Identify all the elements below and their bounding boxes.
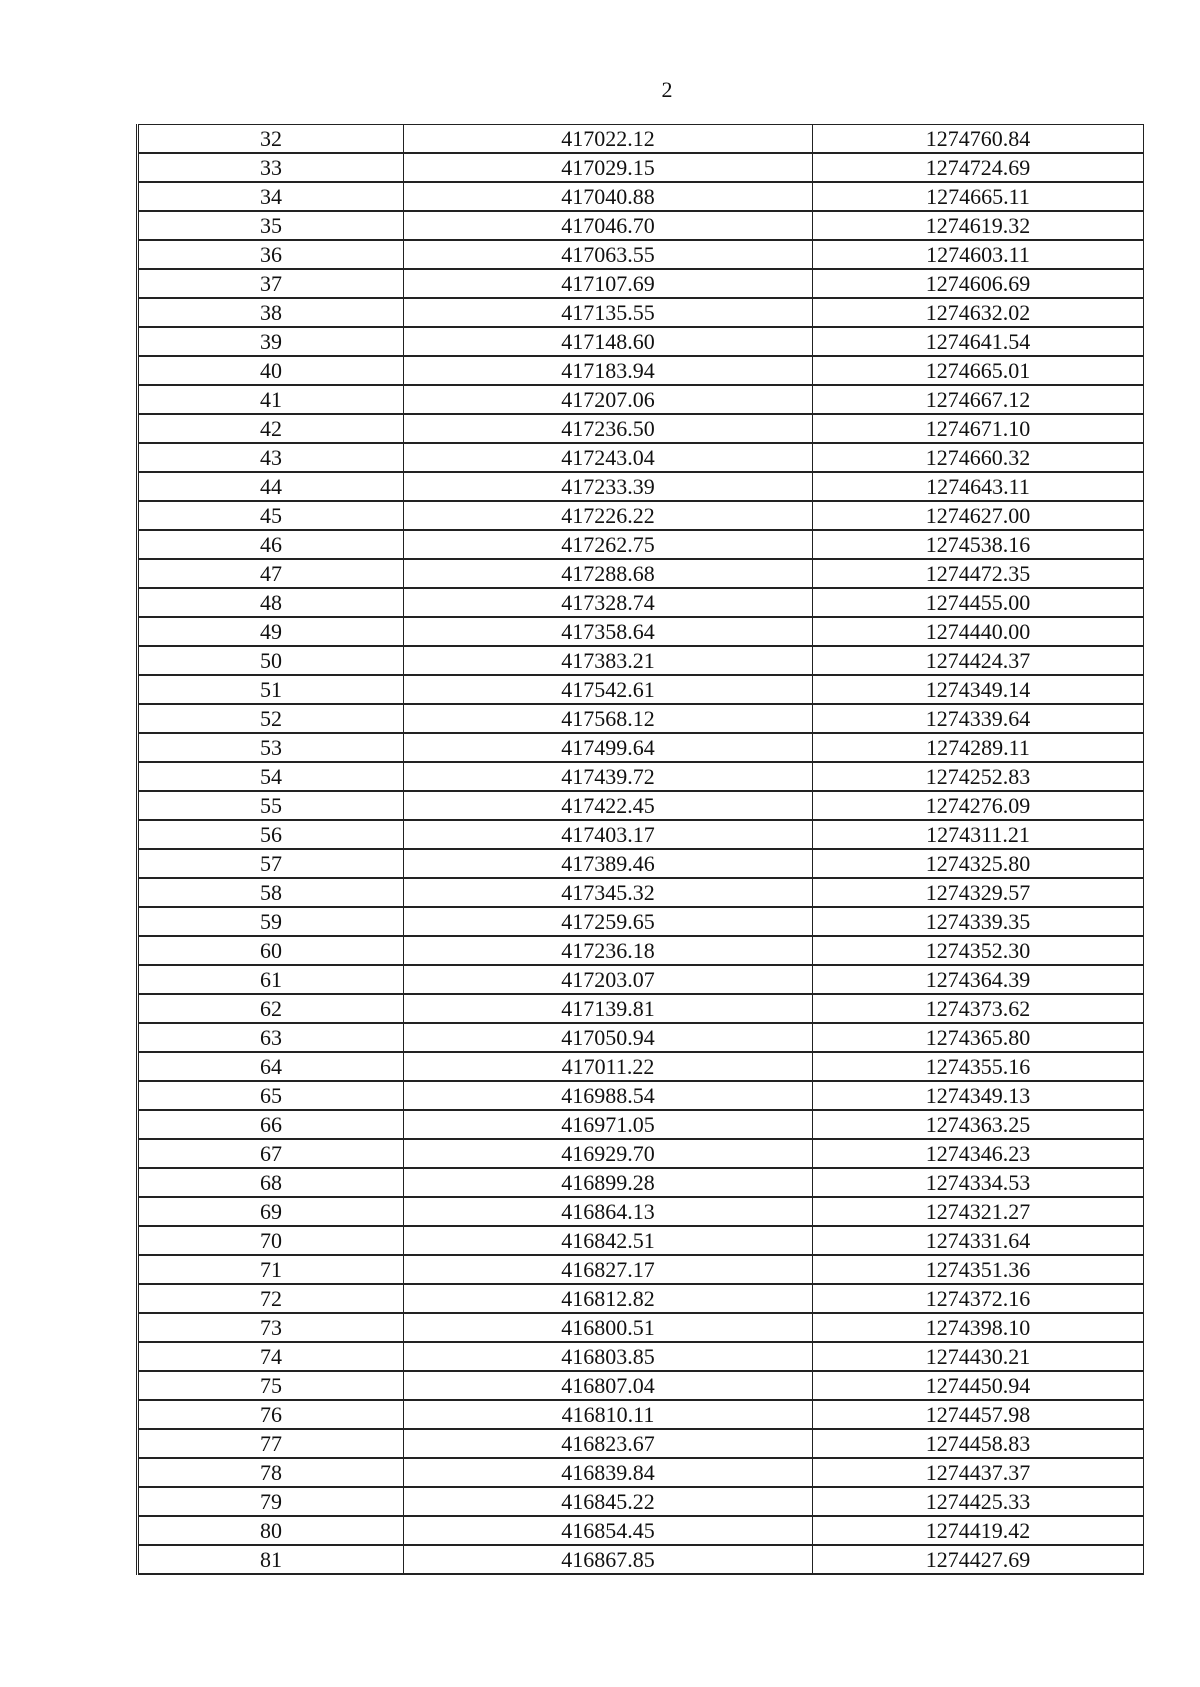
point-number-cell: 48 <box>138 588 404 617</box>
table-row <box>138 182 1144 211</box>
y-coordinate-cell: 1274424.37 <box>813 646 1144 675</box>
y-coordinate-cell: 1274352.30 <box>813 936 1144 965</box>
y-coordinate-cell: 1274425.33 <box>813 1487 1144 1516</box>
y-coordinate-cell: 1274660.32 <box>813 443 1144 472</box>
point-number-cell: 47 <box>138 559 404 588</box>
table-row <box>138 211 1144 240</box>
y-coordinate-cell: 1274325.80 <box>813 849 1144 878</box>
x-coordinate-cell: 417135.55 <box>404 298 813 327</box>
x-coordinate-cell: 417233.39 <box>404 472 813 501</box>
y-coordinate-cell: 1274457.98 <box>813 1400 1144 1429</box>
table-row <box>138 1081 1144 1110</box>
y-coordinate-cell: 1274627.00 <box>813 501 1144 530</box>
x-coordinate-cell: 416845.22 <box>404 1487 813 1516</box>
x-coordinate-cell: 417046.70 <box>404 211 813 240</box>
table-row <box>138 501 1144 530</box>
x-coordinate-cell: 417345.32 <box>404 878 813 907</box>
point-number-cell: 51 <box>138 675 404 704</box>
point-number-cell: 52 <box>138 704 404 733</box>
table-row <box>138 878 1144 907</box>
table-row <box>138 385 1144 414</box>
x-coordinate-cell: 416971.05 <box>404 1110 813 1139</box>
y-coordinate-cell: 1274364.39 <box>813 965 1144 994</box>
point-number-cell: 69 <box>138 1197 404 1226</box>
table-row <box>138 559 1144 588</box>
table-row <box>138 820 1144 849</box>
table-row <box>138 791 1144 820</box>
x-coordinate-cell: 417422.45 <box>404 791 813 820</box>
point-number-cell: 78 <box>138 1458 404 1487</box>
point-number-cell: 80 <box>138 1516 404 1545</box>
y-coordinate-cell: 1274339.35 <box>813 907 1144 936</box>
x-coordinate-cell: 416854.45 <box>404 1516 813 1545</box>
table-row <box>138 153 1144 182</box>
table-row <box>138 1139 1144 1168</box>
table-row <box>138 356 1144 385</box>
point-number-cell: 42 <box>138 414 404 443</box>
y-coordinate-cell: 1274311.21 <box>813 820 1144 849</box>
table-row <box>138 762 1144 791</box>
x-coordinate-cell: 417439.72 <box>404 762 813 791</box>
y-coordinate-cell: 1274450.94 <box>813 1371 1144 1400</box>
x-coordinate-cell: 416807.04 <box>404 1371 813 1400</box>
x-coordinate-cell: 417383.21 <box>404 646 813 675</box>
table-row <box>138 1342 1144 1371</box>
y-coordinate-cell: 1274329.57 <box>813 878 1144 907</box>
x-coordinate-cell: 417203.07 <box>404 965 813 994</box>
y-coordinate-cell: 1274606.69 <box>813 269 1144 298</box>
table-row <box>138 1371 1144 1400</box>
table-row <box>138 1284 1144 1313</box>
x-coordinate-cell: 417011.22 <box>404 1052 813 1081</box>
point-number-cell: 67 <box>138 1139 404 1168</box>
table-row <box>138 1429 1144 1458</box>
y-coordinate-cell: 1274289.11 <box>813 733 1144 762</box>
y-coordinate-cell: 1274419.42 <box>813 1516 1144 1545</box>
y-coordinate-cell: 1274603.11 <box>813 240 1144 269</box>
table-row <box>138 414 1144 443</box>
y-coordinate-cell: 1274339.64 <box>813 704 1144 733</box>
x-coordinate-cell: 417207.06 <box>404 385 813 414</box>
y-coordinate-cell: 1274349.13 <box>813 1081 1144 1110</box>
x-coordinate-cell: 417389.46 <box>404 849 813 878</box>
y-coordinate-cell: 1274632.02 <box>813 298 1144 327</box>
coordinate-table-body <box>138 125 1144 1575</box>
point-number-cell: 76 <box>138 1400 404 1429</box>
point-number-cell: 41 <box>138 385 404 414</box>
x-coordinate-cell: 417499.64 <box>404 733 813 762</box>
x-coordinate-cell: 417542.61 <box>404 675 813 704</box>
point-number-cell: 79 <box>138 1487 404 1516</box>
y-coordinate-cell: 1274671.10 <box>813 414 1144 443</box>
y-coordinate-cell: 1274363.25 <box>813 1110 1144 1139</box>
y-coordinate-cell: 1274619.32 <box>813 211 1144 240</box>
point-number-cell: 56 <box>138 820 404 849</box>
y-coordinate-cell: 1274398.10 <box>813 1313 1144 1342</box>
y-coordinate-cell: 1274351.36 <box>813 1255 1144 1284</box>
x-coordinate-cell: 416827.17 <box>404 1255 813 1284</box>
point-number-cell: 77 <box>138 1429 404 1458</box>
y-coordinate-cell: 1274355.16 <box>813 1052 1144 1081</box>
table-row <box>138 646 1144 675</box>
point-number-cell: 60 <box>138 936 404 965</box>
table-row <box>138 1313 1144 1342</box>
table-row <box>138 1545 1144 1574</box>
x-coordinate-cell: 416867.85 <box>404 1545 813 1574</box>
point-number-cell: 65 <box>138 1081 404 1110</box>
x-coordinate-cell: 417262.75 <box>404 530 813 559</box>
table-row <box>138 617 1144 646</box>
x-coordinate-cell: 417403.17 <box>404 820 813 849</box>
table-row <box>138 443 1144 472</box>
table-row <box>138 298 1144 327</box>
point-number-cell: 33 <box>138 153 404 182</box>
point-number-cell: 40 <box>138 356 404 385</box>
x-coordinate-cell: 417050.94 <box>404 1023 813 1052</box>
y-coordinate-cell: 1274437.37 <box>813 1458 1144 1487</box>
point-number-cell: 50 <box>138 646 404 675</box>
point-number-cell: 68 <box>138 1168 404 1197</box>
y-coordinate-cell: 1274538.16 <box>813 530 1144 559</box>
x-coordinate-cell: 416988.54 <box>404 1081 813 1110</box>
point-number-cell: 49 <box>138 617 404 646</box>
y-coordinate-cell: 1274643.11 <box>813 472 1144 501</box>
y-coordinate-cell: 1274430.21 <box>813 1342 1144 1371</box>
y-coordinate-cell: 1274365.80 <box>813 1023 1144 1052</box>
point-number-cell: 59 <box>138 907 404 936</box>
y-coordinate-cell: 1274760.84 <box>813 125 1144 154</box>
x-coordinate-cell: 416810.11 <box>404 1400 813 1429</box>
y-coordinate-cell: 1274455.00 <box>813 588 1144 617</box>
point-number-cell: 32 <box>138 125 404 154</box>
table-row <box>138 1516 1144 1545</box>
x-coordinate-cell: 417040.88 <box>404 182 813 211</box>
y-coordinate-cell: 1274252.83 <box>813 762 1144 791</box>
table-row <box>138 1255 1144 1284</box>
point-number-cell: 54 <box>138 762 404 791</box>
point-number-cell: 35 <box>138 211 404 240</box>
table-row <box>138 936 1144 965</box>
x-coordinate-cell: 416800.51 <box>404 1313 813 1342</box>
table-row <box>138 1197 1144 1226</box>
x-coordinate-cell: 417243.04 <box>404 443 813 472</box>
point-number-cell: 70 <box>138 1226 404 1255</box>
point-number-cell: 71 <box>138 1255 404 1284</box>
y-coordinate-cell: 1274276.09 <box>813 791 1144 820</box>
y-coordinate-cell: 1274440.00 <box>813 617 1144 646</box>
table-row <box>138 240 1144 269</box>
point-number-cell: 45 <box>138 501 404 530</box>
y-coordinate-cell: 1274665.01 <box>813 356 1144 385</box>
table-row <box>138 1168 1144 1197</box>
y-coordinate-cell: 1274321.27 <box>813 1197 1144 1226</box>
table-row <box>138 530 1144 559</box>
y-coordinate-cell: 1274458.83 <box>813 1429 1144 1458</box>
table-row <box>138 994 1144 1023</box>
point-number-cell: 75 <box>138 1371 404 1400</box>
x-coordinate-cell: 417148.60 <box>404 327 813 356</box>
point-number-cell: 38 <box>138 298 404 327</box>
x-coordinate-cell: 416812.82 <box>404 1284 813 1313</box>
x-coordinate-cell: 417063.55 <box>404 240 813 269</box>
x-coordinate-cell: 417236.18 <box>404 936 813 965</box>
x-coordinate-cell: 417568.12 <box>404 704 813 733</box>
x-coordinate-cell: 416899.28 <box>404 1168 813 1197</box>
point-number-cell: 74 <box>138 1342 404 1371</box>
y-coordinate-cell: 1274665.11 <box>813 182 1144 211</box>
point-number-cell: 66 <box>138 1110 404 1139</box>
point-number-cell: 61 <box>138 965 404 994</box>
y-coordinate-cell: 1274372.16 <box>813 1284 1144 1313</box>
x-coordinate-cell: 417358.64 <box>404 617 813 646</box>
y-coordinate-cell: 1274427.69 <box>813 1545 1144 1574</box>
x-coordinate-cell: 416864.13 <box>404 1197 813 1226</box>
table-row <box>138 733 1144 762</box>
table-row <box>138 1226 1144 1255</box>
table-row <box>138 965 1144 994</box>
x-coordinate-cell: 417139.81 <box>404 994 813 1023</box>
x-coordinate-cell: 417183.94 <box>404 356 813 385</box>
point-number-cell: 57 <box>138 849 404 878</box>
table-row <box>138 675 1144 704</box>
y-coordinate-cell: 1274346.23 <box>813 1139 1144 1168</box>
table-row <box>138 1458 1144 1487</box>
point-number-cell: 55 <box>138 791 404 820</box>
x-coordinate-cell: 417022.12 <box>404 125 813 154</box>
y-coordinate-cell: 1274373.62 <box>813 994 1144 1023</box>
page-number: 2 <box>661 77 673 102</box>
y-coordinate-cell: 1274667.12 <box>813 385 1144 414</box>
x-coordinate-cell: 417236.50 <box>404 414 813 443</box>
x-coordinate-cell: 417226.22 <box>404 501 813 530</box>
y-coordinate-cell: 1274334.53 <box>813 1168 1144 1197</box>
x-coordinate-cell: 417328.74 <box>404 588 813 617</box>
table-row <box>138 269 1144 298</box>
table-row <box>138 849 1144 878</box>
x-coordinate-cell: 416842.51 <box>404 1226 813 1255</box>
x-coordinate-cell: 417107.69 <box>404 269 813 298</box>
point-number-cell: 62 <box>138 994 404 1023</box>
y-coordinate-cell: 1274724.69 <box>813 153 1144 182</box>
point-number-cell: 53 <box>138 733 404 762</box>
table-row <box>138 704 1144 733</box>
point-number-cell: 58 <box>138 878 404 907</box>
table-row <box>138 1023 1144 1052</box>
coordinate-table <box>136 124 1144 1575</box>
point-number-cell: 37 <box>138 269 404 298</box>
point-number-cell: 43 <box>138 443 404 472</box>
table-row <box>138 588 1144 617</box>
point-number-cell: 39 <box>138 327 404 356</box>
y-coordinate-cell: 1274641.54 <box>813 327 1144 356</box>
point-number-cell: 34 <box>138 182 404 211</box>
x-coordinate-cell: 416823.67 <box>404 1429 813 1458</box>
point-number-cell: 46 <box>138 530 404 559</box>
x-coordinate-cell: 417259.65 <box>404 907 813 936</box>
point-number-cell: 73 <box>138 1313 404 1342</box>
y-coordinate-cell: 1274331.64 <box>813 1226 1144 1255</box>
point-number-cell: 64 <box>138 1052 404 1081</box>
point-number-cell: 36 <box>138 240 404 269</box>
table-row <box>138 907 1144 936</box>
x-coordinate-cell: 416929.70 <box>404 1139 813 1168</box>
table-row <box>138 1110 1144 1139</box>
table-row <box>138 1487 1144 1516</box>
table-row <box>138 472 1144 501</box>
table-row <box>138 327 1144 356</box>
point-number-cell: 63 <box>138 1023 404 1052</box>
point-number-cell: 81 <box>138 1545 404 1574</box>
table-row <box>138 1400 1144 1429</box>
x-coordinate-cell: 417288.68 <box>404 559 813 588</box>
x-coordinate-cell: 416839.84 <box>404 1458 813 1487</box>
point-number-cell: 72 <box>138 1284 404 1313</box>
x-coordinate-cell: 416803.85 <box>404 1342 813 1371</box>
table-row <box>138 125 1144 154</box>
table-row <box>138 1052 1144 1081</box>
y-coordinate-cell: 1274349.14 <box>813 675 1144 704</box>
x-coordinate-cell: 417029.15 <box>404 153 813 182</box>
point-number-cell: 44 <box>138 472 404 501</box>
y-coordinate-cell: 1274472.35 <box>813 559 1144 588</box>
